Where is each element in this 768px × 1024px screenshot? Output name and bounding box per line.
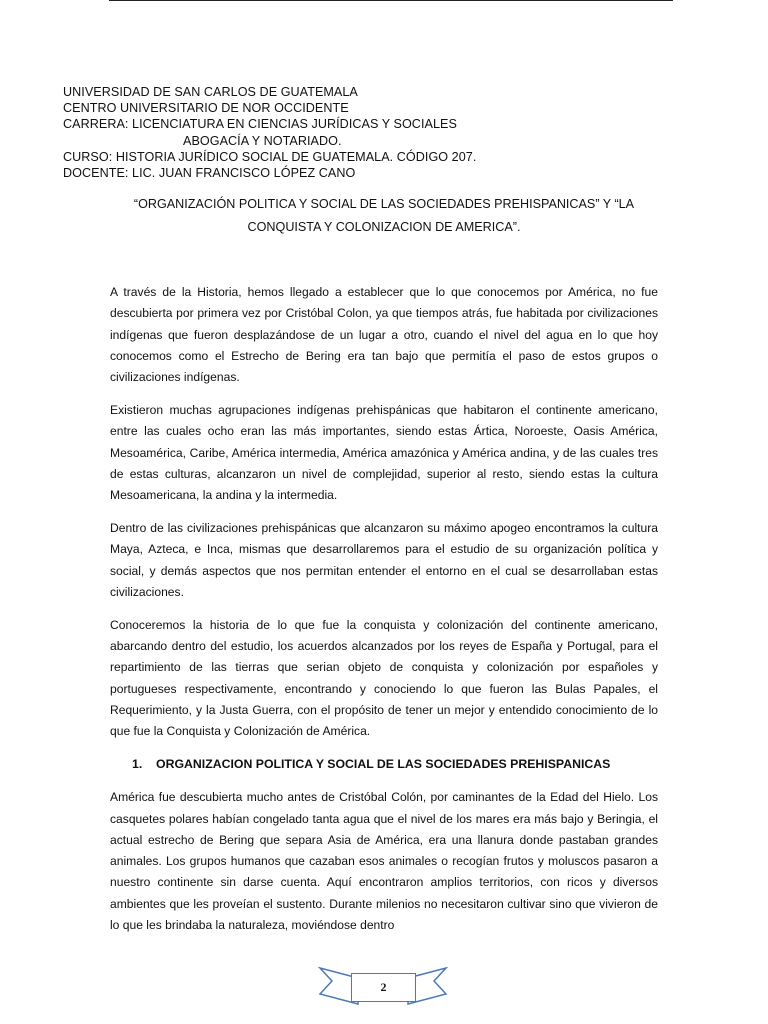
header-university: UNIVERSIDAD DE SAN CARLOS DE GUATEMALA — [63, 85, 358, 99]
section-heading-text: ORGANIZACION POLITICA Y SOCIAL DE LAS SOCIEDADES PREHISPANICAS — [156, 756, 611, 771]
document-body — [110, 282, 658, 948]
top-rule — [109, 0, 673, 1]
paragraph-civilizations: Dentro de las civilizaciones prehispánicas que alcanzaron su máximo apogeo encontramos la cultura Maya, Azteca, e Inca, mismas que desarrollaremos para el estudio de su organización política y social, y demás aspectos que nos permitan entender el entorno en el cual se desarrollaban estas civilizaciones. — [110, 520, 658, 599]
document-header — [63, 84, 723, 181]
header-career: CARRERA: LICENCIATURA EN CIENCIAS JURÍDICAS Y SOCIALES — [63, 117, 457, 132]
page-number: 2 — [351, 973, 416, 1002]
header-career-specialty: ABOGACÍA Y NOTARIADO. — [183, 133, 342, 148]
header-teacher: DOCENTE: LIC. JUAN FRANCISCO LÓPEZ CANO — [63, 166, 356, 181]
section-number: 1. — [132, 756, 143, 771]
header-center: CENTRO UNIVERSITARIO DE NOR OCCIDENTE — [63, 101, 349, 116]
paragraph-groups: Existieron muchas agrupaciones indígenas prehispánicas que habitaron el continente americano, entre las cuales ocho eran las más importantes, siendo estas Ártica, Noroeste, Oasis América, Mesoamérica, Caribe, América intermedia, América amazónica y América andina, y de las cuales tres de estas culturas, alcanzaron un nivel de complejidad, superior al resto, siendo estas la cultura Mesoamericana, la andina y la intermedia. — [110, 402, 658, 503]
paragraph-conquest: Conoceremos la historia de lo que fue la conquista y colonización del continente americano, abarcando dentro del estudio, los acuerdos alcanzados por los reyes de España y Portugal, para el repartimiento de las tierras que serian objeto de conquista y colonización por españoles y portugueses respectivamente, encontrando y conociendo lo que fueron las Bulas Papales, el Requerimiento, y la Justa Guerra, con el propósito de tener un mejor y entendido conocimiento de lo que fue la Conquista y Colonización de América. — [110, 617, 658, 739]
document-title: “ORGANIZACIÓN POLITICA Y SOCIAL DE LAS SOCIEDADES PREHISPANICAS” Y “LA CONQUISTA Y COLONIZACION DE AMERICA”. — [133, 197, 635, 234]
section-paragraph: América fue descubierta mucho antes de Cristóbal Colón, por caminantes de la Edad del Hielo. Los casquetes polares habían congelado tanta agua que el nivel de los mares era más bajo y Beringia, el actual estrecho de Bering que separa Asia de América, era una llanura donde pastaban grandes animales. Los grupos humanos que cazaban esos animales o recogían frutos y moluscos pasaron a nuestro continente sin darse cuenta. Aquí encontraron amplios territorios, con ricos y diversos ambientes que les proveían el sustento. Durante milenios no necesitaron cultivar sino que vivieron de lo que les brindaba la naturaleza, moviéndose dentro — [110, 790, 658, 933]
section-heading — [110, 754, 658, 775]
header-course: CURSO: HISTORIA JURÍDICO SOCIAL DE GUATEMALA. CÓDIGO 207. — [63, 149, 477, 164]
paragraph-intro: A través de la Historia, hemos llegado a establecer que lo que conocemos por América, no fue descubierta por primera vez por Cristóbal Colon, ya que tiempos atrás, fue habitada por civilizaciones indígenas que fueron desplazándose de un lugar a otro, cuando el nivel del agua en lo que hoy conocemos como el Estrecho de Bering era tan bajo que permitía el paso de estos grupos o civilizaciones indígenas. — [110, 285, 658, 385]
